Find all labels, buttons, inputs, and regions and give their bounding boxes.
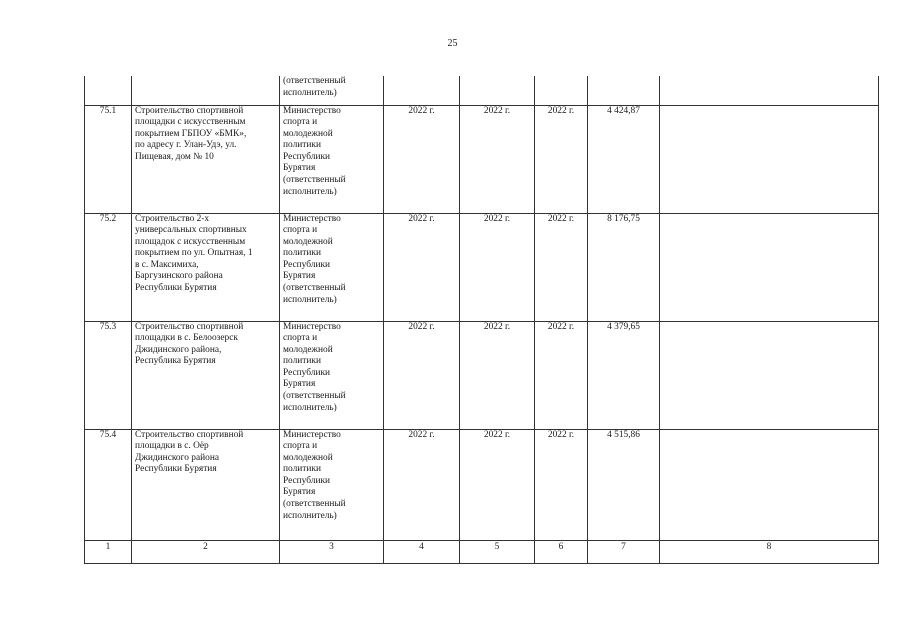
column-number: 4 <box>384 540 460 563</box>
note-cell <box>660 213 879 321</box>
year-cell: 2022 г. <box>535 321 588 429</box>
table-cell <box>384 76 460 105</box>
column-number: 1 <box>85 540 132 563</box>
table-cell <box>85 76 132 105</box>
table-cell <box>280 213 384 321</box>
table-cell <box>132 76 280 105</box>
table-cell <box>588 76 660 105</box>
column-number: 3 <box>280 540 384 563</box>
table-cell <box>132 105 280 213</box>
year-cell: 2022 г. <box>384 213 460 321</box>
table-cell <box>535 76 588 105</box>
year-cell: 2022 г. <box>460 213 535 321</box>
year-cell: 2022 г. <box>535 105 588 213</box>
item-name: Строительство спортивной площадки в с. Оёр Джидинского района Республики Бурятия <box>135 429 244 475</box>
executor-text: Министерство спорта и молодежной политики Республики Бурятия (ответственный исполнитель) <box>283 105 346 197</box>
year-cell: 2022 г. <box>384 105 460 213</box>
continuation-row <box>85 76 879 105</box>
table-row <box>85 213 879 321</box>
note-cell <box>660 321 879 429</box>
table-row <box>85 321 879 429</box>
measures-table <box>84 76 879 564</box>
executor-text: (ответственный исполнитель) <box>283 76 346 98</box>
table-cell <box>280 105 384 213</box>
column-number: 5 <box>460 540 535 563</box>
table-cell <box>280 321 384 429</box>
amount-cell: 4 515,86 <box>588 429 660 540</box>
page-number: 25 <box>447 38 458 49</box>
note-cell <box>660 429 879 540</box>
table-row <box>85 105 879 213</box>
column-number: 8 <box>660 540 879 563</box>
executor-text: Министерство спорта и молодежной политики Республики Бурятия (ответственный исполнитель) <box>283 321 346 413</box>
item-number: 75.3 <box>85 321 132 429</box>
note-cell <box>660 105 879 213</box>
year-cell: 2022 г. <box>535 213 588 321</box>
item-number: 75.1 <box>85 105 132 213</box>
item-name: Строительство 2-х универсальных спортивных площадок с искусственным покрытием по ул. Опытная, 1 в с. Максимиха, Баргузинского района Республики Бурятия <box>135 213 253 294</box>
column-number: 6 <box>535 540 588 563</box>
table-cell <box>132 321 280 429</box>
table-row <box>85 429 879 540</box>
table-cell <box>280 429 384 540</box>
table-cell <box>660 76 879 105</box>
item-name: Строительство спортивной площадки с искусственным покрытием ГБПОУ «БМК», по адресу г. Улан-Удэ, ул. Пищевая, дом № 10 <box>135 105 247 162</box>
amount-cell: 8 176,75 <box>588 213 660 321</box>
year-cell: 2022 г. <box>460 429 535 540</box>
table-cell <box>132 213 280 321</box>
table-cell <box>280 76 384 105</box>
item-number: 75.4 <box>85 429 132 540</box>
amount-cell: 4 424,87 <box>588 105 660 213</box>
year-cell: 2022 г. <box>384 321 460 429</box>
column-number-row <box>85 540 879 563</box>
executor-text: Министерство спорта и молодежной политики Республики Бурятия (ответственный исполнитель) <box>283 429 346 521</box>
year-cell: 2022 г. <box>460 105 535 213</box>
table-cell <box>460 76 535 105</box>
column-number: 2 <box>132 540 280 563</box>
item-name: Строительство спортивной площадки в с. Белоозерск Джидинского района, Республика Бурятия <box>135 321 244 367</box>
year-cell: 2022 г. <box>535 429 588 540</box>
executor-text: Министерство спорта и молодежной политики Республики Бурятия (ответственный исполнитель) <box>283 213 346 305</box>
table-cell <box>132 429 280 540</box>
amount-cell: 4 379,65 <box>588 321 660 429</box>
year-cell: 2022 г. <box>460 321 535 429</box>
year-cell: 2022 г. <box>384 429 460 540</box>
item-number: 75.2 <box>85 213 132 321</box>
column-number: 7 <box>588 540 660 563</box>
